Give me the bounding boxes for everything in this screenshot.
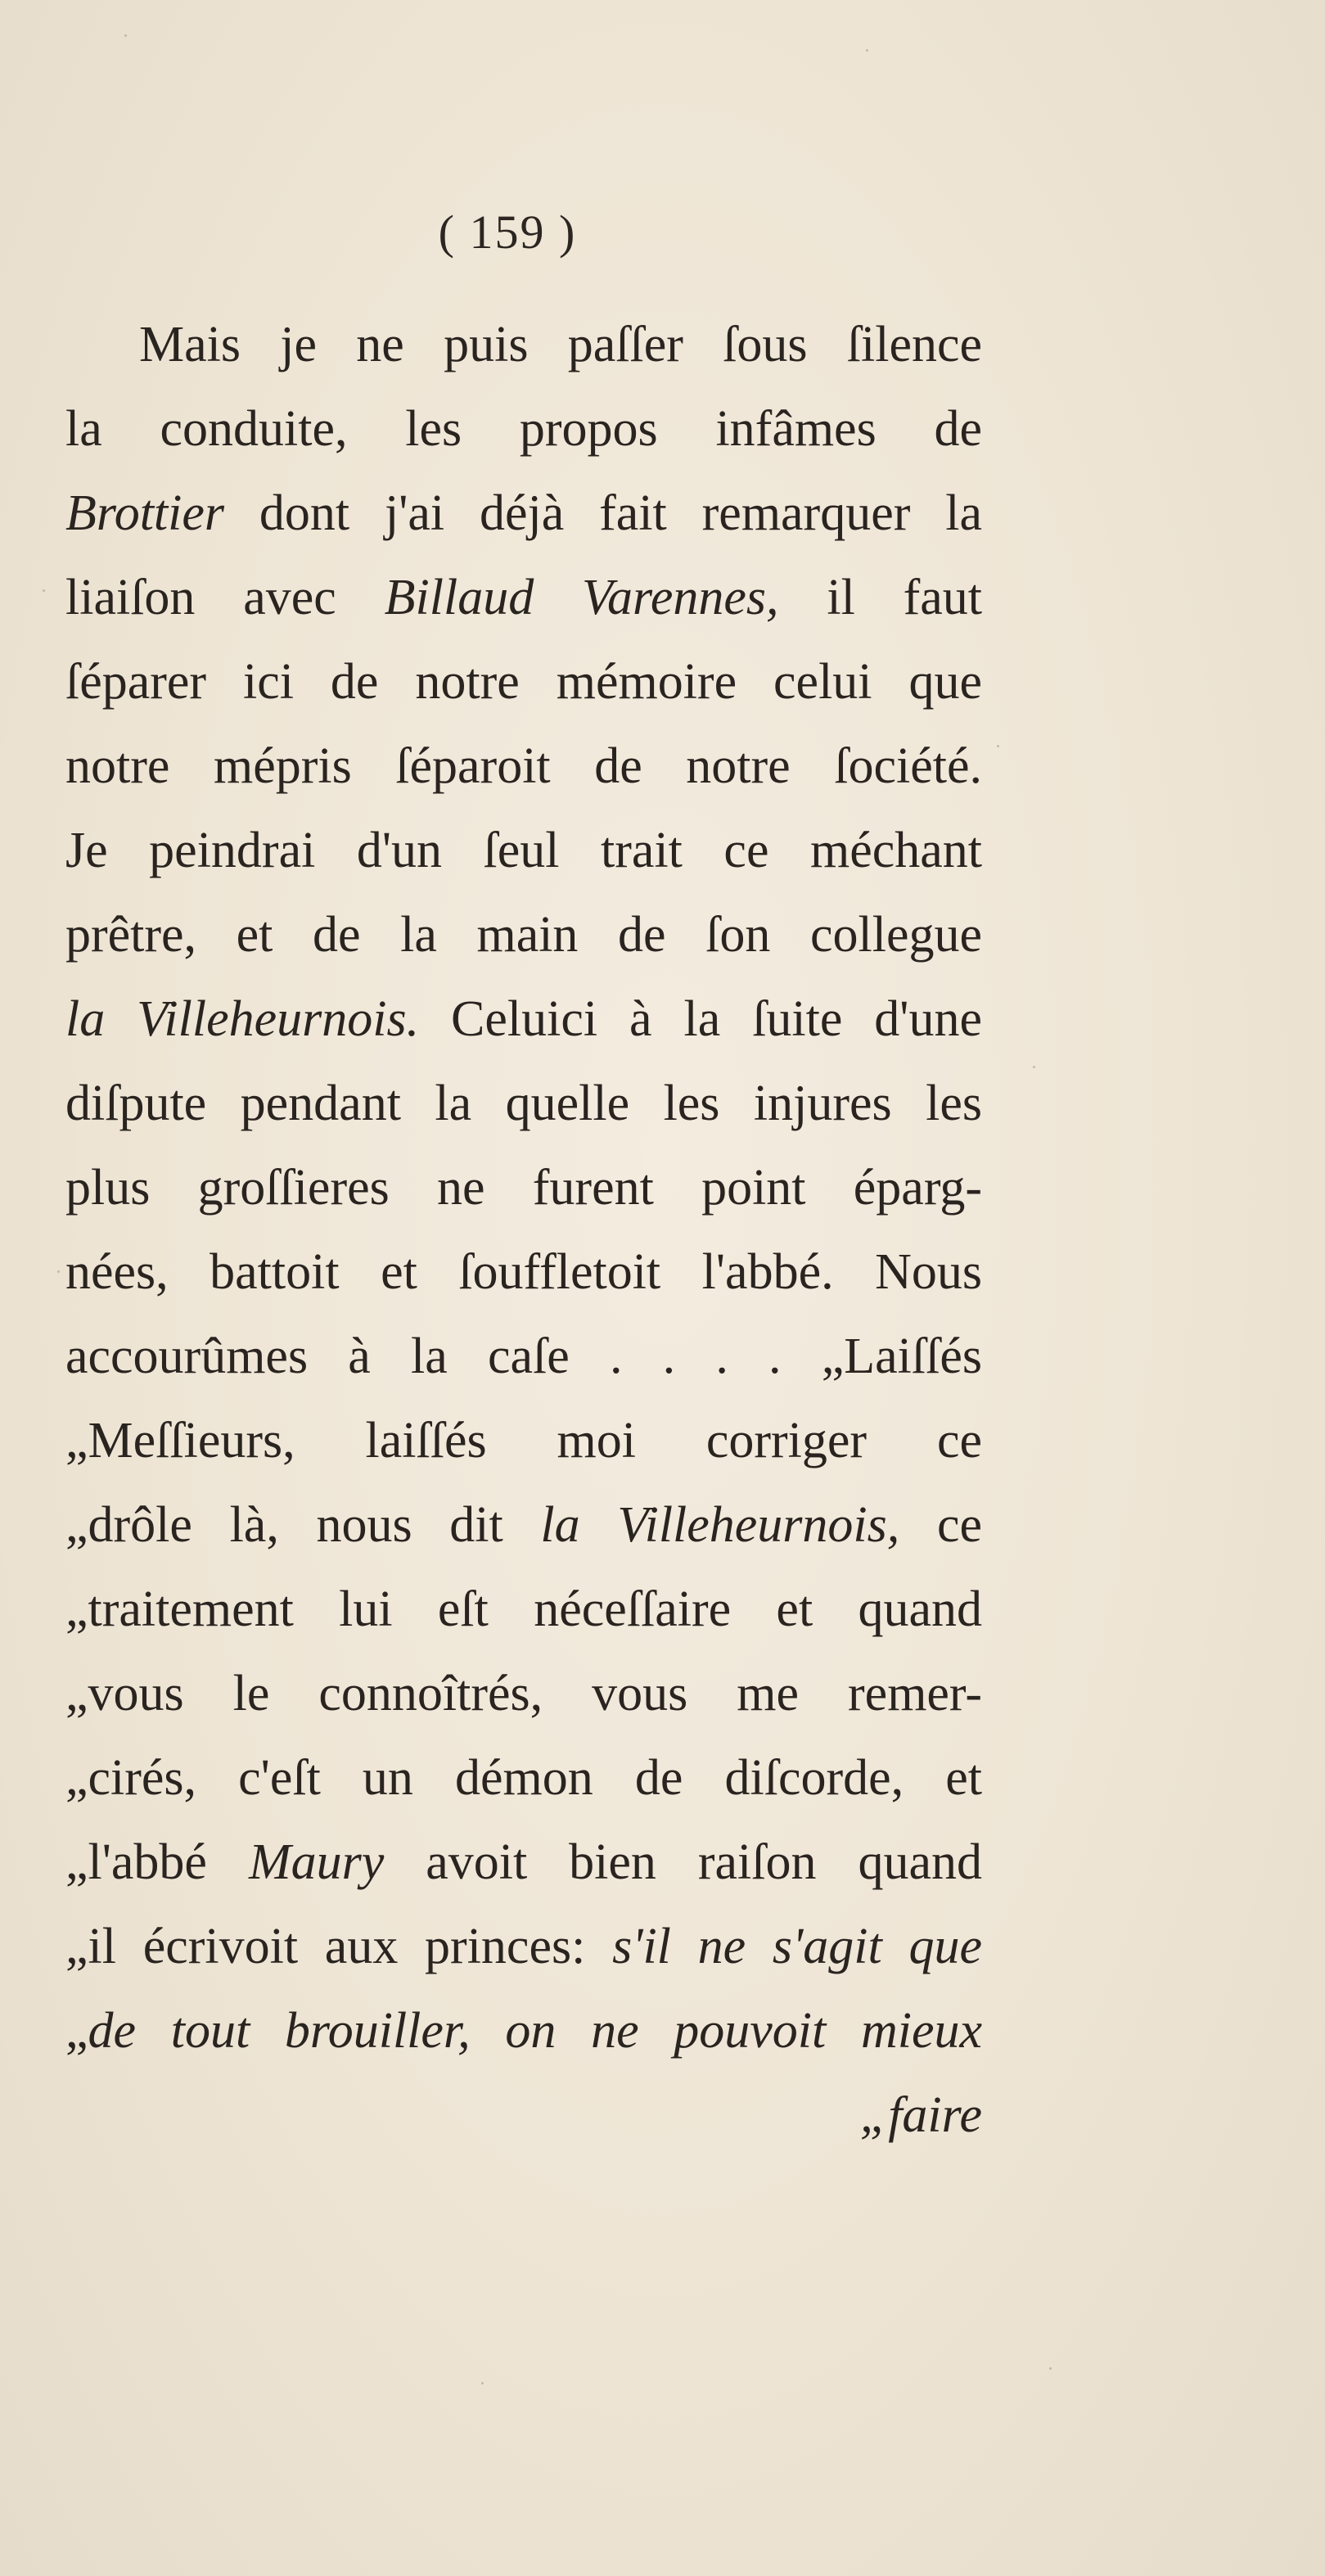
italic-text: Maury [248,1834,385,1890]
text-segment: Mais je ne puis paſſer ſous ſilence [139,317,982,372]
text-line [65,640,982,724]
text-line [65,1315,982,1399]
text-segment: „drôle là, nous dit [65,1497,541,1553]
text-segment: il faut [778,570,983,625]
text-segment: dont j'ai déjà fait remarquer la [224,485,982,541]
text-line [65,1989,982,2073]
text-segment: prêtre, et de la main de ſon collegue [65,907,982,963]
text-line [65,1230,982,1315]
text-segment: „vous le connoîtrés, vous me remer- [65,1666,982,1721]
text-line [65,1062,982,1146]
text-line [65,809,982,893]
text-line [65,303,982,387]
italic-text: s'il ne s'agit que [612,1919,982,1974]
text-segment: nées, battoit et ſouffletoit l'abbé. Nous [65,1244,982,1300]
text-line [65,893,982,977]
text-line [65,1568,982,1652]
text-segment: accourûmes à la caſe . . . . „Laiſſés [65,1329,982,1384]
text-line [65,724,982,809]
text-segment: la conduite, les propos infâmes de [65,401,982,457]
text-segment: „ [65,2003,88,2059]
text-line [65,556,982,640]
text-line [65,1736,982,1820]
page-number: ( 159 ) [438,205,577,259]
text-segment: liaiſon avec [65,570,385,625]
italic-text: la Villeheurnois, [540,1497,900,1553]
text-segment: „Meſſieurs, laiſſés moi corriger ce [65,1413,982,1468]
text-line [65,1905,982,1989]
text-line [65,1652,982,1736]
text-segment: Celuici à la ſuite d'une [419,991,982,1047]
text-segment: ſéparer ici de notre mémoire celui que [65,654,982,710]
text-segment: Je peindrai d'un ſeul trait ce méchant [65,823,982,878]
text-segment: plus groſſieres ne furent point éparg- [65,1160,982,1216]
text-line [65,1146,982,1230]
catchword: „faire [859,2087,982,2143]
text-line [65,1820,982,1905]
text-line [65,1399,982,1483]
italic-text: Brottier [65,485,225,541]
text-segment: „il écrivoit aux princes: [65,1919,613,1974]
text-segment: „traitement lui eſt néceſſaire et quand [65,1581,982,1637]
text-segment: diſpute pendant la quelle les injures les [65,1076,982,1131]
body-text [65,303,982,2158]
text-segment: „cirés, c'eſt un démon de diſcorde, et [65,1750,982,1806]
text-line [65,387,982,471]
text-segment: avoit bien raiſon quand [384,1834,982,1890]
text-segment: ce [899,1497,983,1553]
text-segment: notre mépris ſéparoit de notre ſociété. [65,738,982,794]
italic-text: de tout brouiller, on ne pouvoit mieux [88,2003,982,2059]
text-segment: „l'abbé [65,1834,249,1890]
italic-text: la Villeheurnois. [65,991,420,1047]
text-line [65,1483,982,1568]
text-line [65,471,982,556]
italic-text: Billaud Varennes, [384,570,779,625]
text-line [65,977,982,1062]
